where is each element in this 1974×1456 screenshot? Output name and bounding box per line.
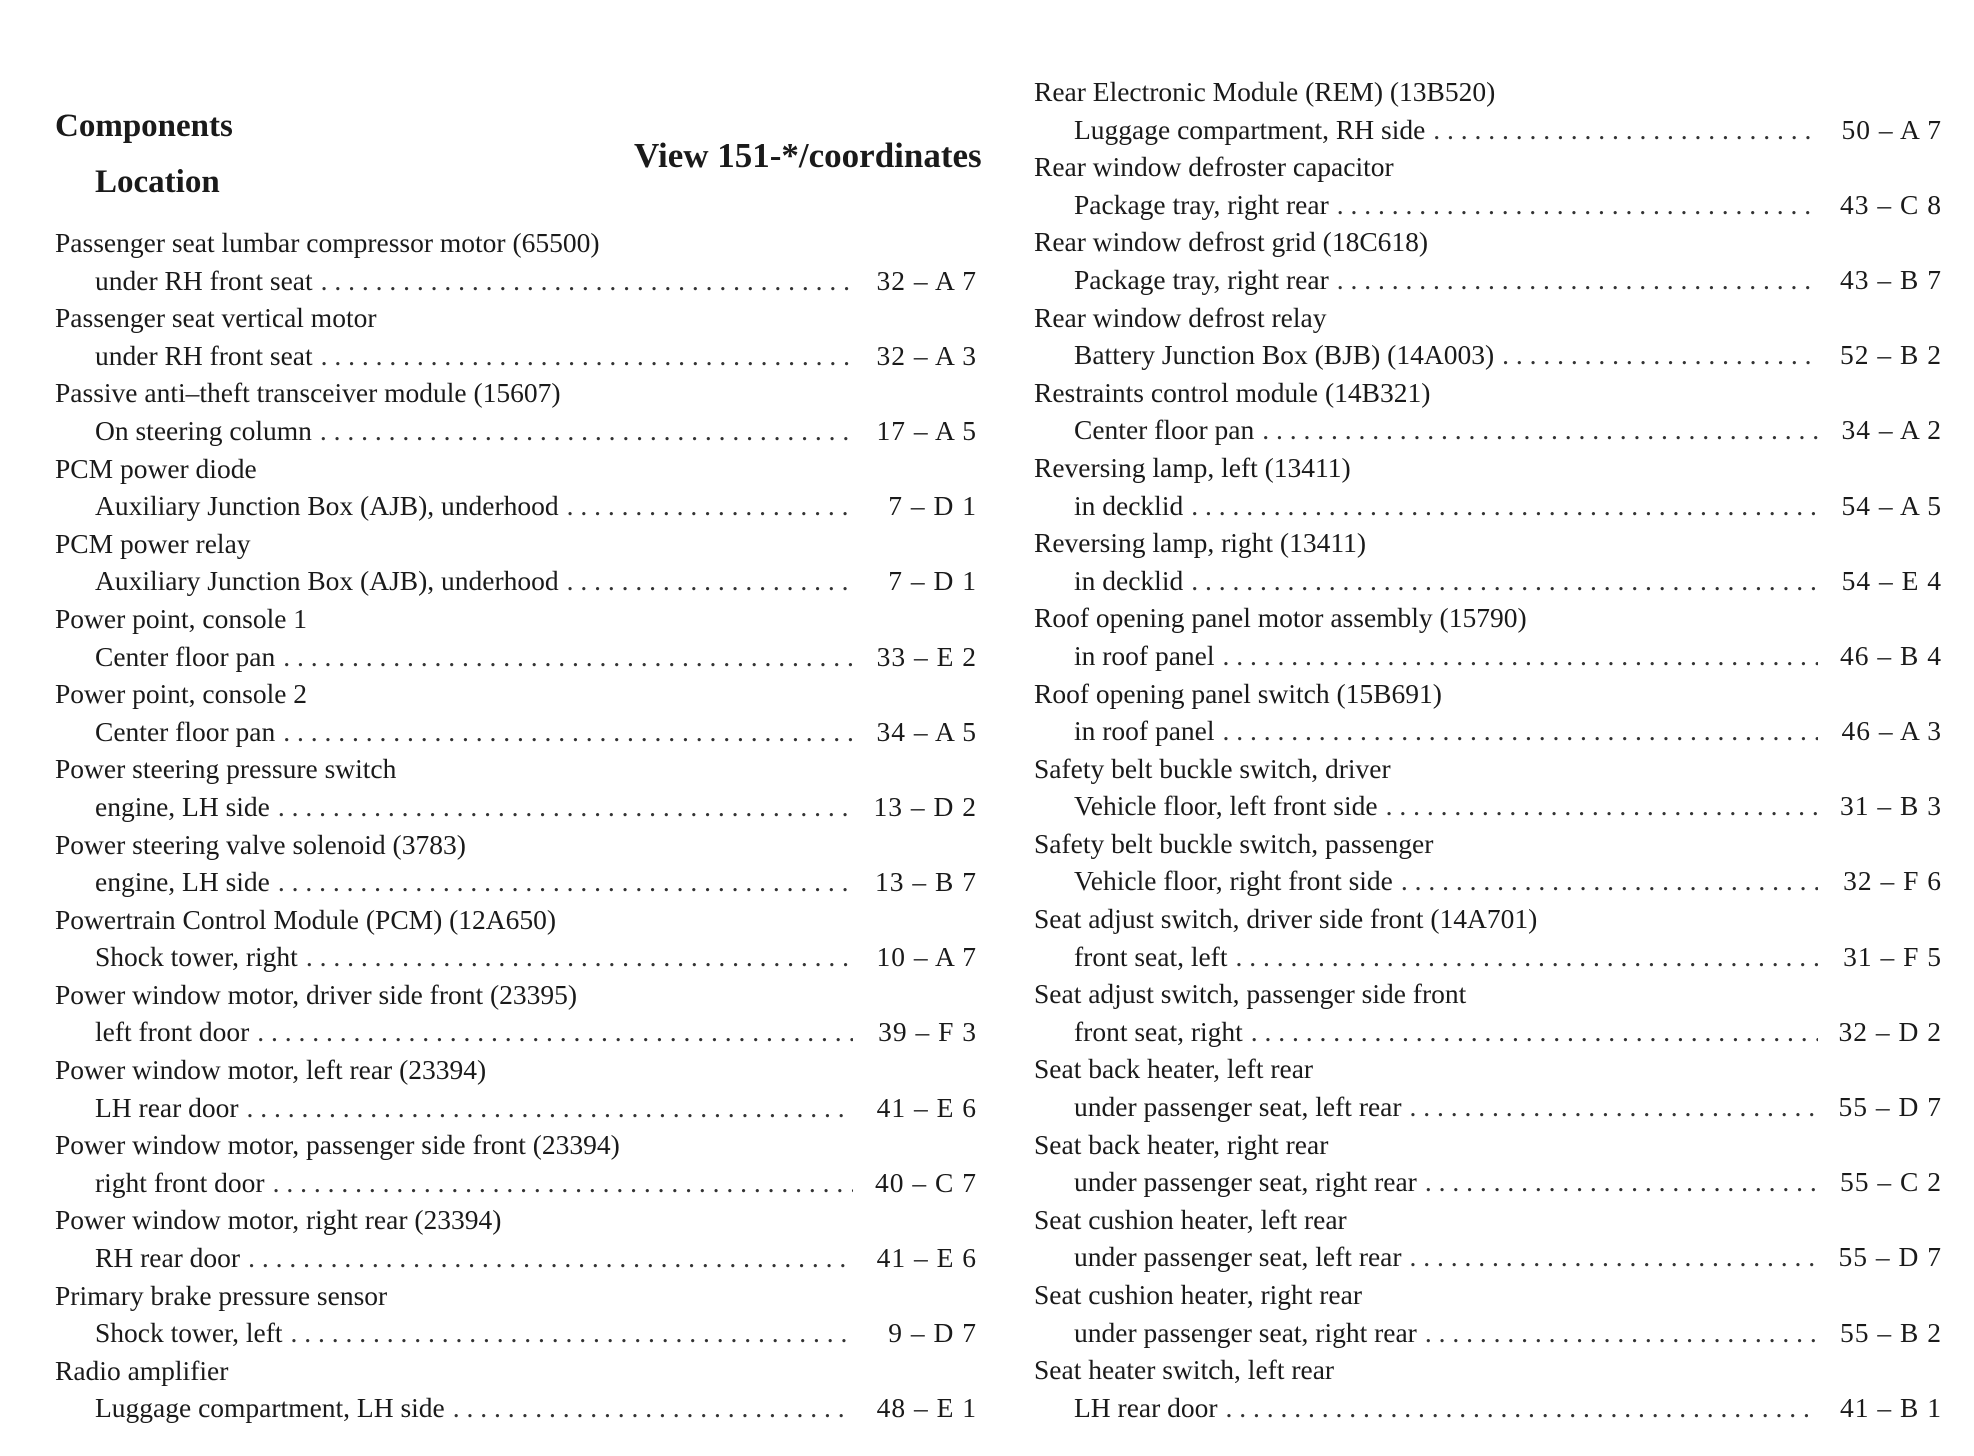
dot-leader [248, 1239, 853, 1277]
component-name: Reversing lamp, left (13411) [1034, 451, 1351, 483]
view-coordinate-ref: 7 – D 1 [888, 565, 977, 597]
view-coordinate-ref: 13 – D 2 [873, 790, 977, 822]
component-name: Seat back heater, left rear [1034, 1053, 1314, 1085]
dot-leader [257, 1013, 853, 1051]
component-entry [1034, 825, 1942, 900]
component-location: under passenger seat, right rear [1074, 1316, 1417, 1348]
dot-leader [247, 1089, 853, 1127]
component-location: Vehicle floor, left front side [1074, 790, 1378, 822]
component-location: under passenger seat, right rear [1074, 1166, 1417, 1198]
location-row [55, 1389, 977, 1427]
location-row [55, 1164, 977, 1202]
component-name: Rear window defrost relay [1034, 301, 1327, 333]
location-row [55, 938, 977, 976]
view-coordinate-ref: 7 – D 1 [888, 490, 977, 522]
component-location: Battery Junction Box (BJB) (14A003) [1074, 339, 1495, 371]
component-entry [55, 1277, 977, 1352]
view-coordinate-ref: 55 – D 7 [1838, 1241, 1942, 1273]
location-row [1034, 562, 1942, 600]
component-name: Reversing lamp, right (13411) [1034, 527, 1366, 559]
dot-leader [567, 487, 853, 525]
component-name: Seat adjust switch, passenger side front [1034, 978, 1467, 1010]
component-name: Seat cushion heater, left rear [1034, 1203, 1347, 1235]
view-coordinate-ref: 48 – E 1 [876, 1392, 977, 1424]
component-entry [1034, 900, 1942, 975]
location-row [55, 1239, 977, 1277]
location-row [55, 788, 977, 826]
component-name: Powertrain Control Module (PCM) (12A650) [55, 903, 557, 935]
dot-leader [320, 412, 853, 450]
dot-leader [1502, 336, 1818, 374]
component-entry [1034, 1276, 1942, 1351]
view-coordinate-ref: 31 – B 3 [1840, 790, 1942, 822]
component-entry [1034, 1201, 1942, 1276]
location-row [55, 262, 977, 300]
component-name: Passive anti–theft transceiver module (15607) [55, 377, 561, 409]
component-name: Power window motor, right rear (23394) [55, 1204, 502, 1236]
dot-leader [291, 1314, 853, 1352]
component-name: Radio amplifier [55, 1354, 229, 1386]
component-location: in decklid [1074, 564, 1184, 596]
location-row [1034, 411, 1942, 449]
dot-leader [283, 713, 853, 751]
view-coordinate-ref: 39 – F 3 [878, 1016, 977, 1048]
component-location: Center floor pan [95, 640, 276, 672]
component-entry [1034, 299, 1942, 374]
location-row [55, 337, 977, 375]
component-location: front seat, right [1074, 1015, 1243, 1047]
component-name: Power point, console 2 [55, 678, 308, 710]
component-name: Passenger seat vertical motor [55, 302, 377, 334]
dot-leader [306, 938, 853, 976]
component-location: Center floor pan [95, 715, 276, 747]
component-location: under RH front seat [95, 339, 313, 371]
view-coordinate-ref: 43 – B 7 [1840, 263, 1942, 295]
location-row [1034, 111, 1942, 149]
location-row [55, 412, 977, 450]
dot-leader [453, 1389, 853, 1427]
location-row [55, 1013, 977, 1051]
component-name: Safety belt buckle switch, passenger [1034, 827, 1434, 859]
component-location: under passenger seat, left rear [1074, 1091, 1402, 1123]
view-coordinate-ref: 32 – A 3 [876, 339, 977, 371]
component-entry [55, 1201, 977, 1276]
dot-leader [1410, 1088, 1818, 1126]
component-entry [1034, 148, 1942, 223]
dot-leader [321, 262, 853, 300]
component-entry [55, 1352, 977, 1427]
dot-leader [1235, 938, 1818, 976]
component-location: in decklid [1074, 489, 1184, 521]
location-row [55, 863, 977, 901]
component-entry [55, 675, 977, 750]
view-coordinate-ref: 32 – A 7 [876, 264, 977, 296]
view-coordinate-ref: 32 – F 6 [1843, 865, 1942, 897]
component-location: in roof panel [1074, 715, 1215, 747]
component-name: Power window motor, left rear (23394) [55, 1054, 487, 1086]
component-entry [55, 1126, 977, 1201]
view-coordinate-ref: 34 – A 5 [876, 715, 977, 747]
component-entry [1034, 73, 1942, 148]
view-coordinate-ref: 41 – B 1 [1840, 1391, 1942, 1423]
location-row [1034, 186, 1942, 224]
dot-leader [1223, 637, 1818, 675]
component-name: Seat heater switch, left rear [1034, 1354, 1335, 1386]
view-coordinate-ref: 32 – D 2 [1838, 1015, 1942, 1047]
component-name: Power window motor, driver side front (23395) [55, 978, 578, 1010]
component-entry [55, 224, 977, 299]
location-row [1034, 1314, 1942, 1352]
dot-leader [1223, 712, 1818, 750]
left-column [55, 224, 977, 1427]
dot-leader [283, 638, 853, 676]
view-coordinate-ref: 54 – E 4 [1841, 564, 1942, 596]
component-entry [55, 826, 977, 901]
page-title: Components [55, 108, 233, 144]
component-entry [55, 600, 977, 675]
component-name: PCM power diode [55, 452, 257, 484]
component-location: in roof panel [1074, 639, 1215, 671]
dot-leader [278, 788, 853, 826]
dot-leader [1226, 1389, 1818, 1427]
component-location: Vehicle floor, right front side [1074, 865, 1393, 897]
dot-leader [1425, 1163, 1818, 1201]
location-row [1034, 712, 1942, 750]
view-coordinate-ref: 40 – C 7 [875, 1166, 977, 1198]
component-name: Seat adjust switch, driver side front (14A701) [1034, 903, 1538, 935]
dot-leader [567, 562, 853, 600]
component-location: Shock tower, right [95, 941, 298, 973]
dot-leader [1337, 261, 1818, 299]
component-name: Power point, console 1 [55, 602, 308, 634]
component-name: Roof opening panel switch (15B691) [1034, 677, 1442, 709]
component-entry [1034, 449, 1942, 524]
dot-leader [1262, 411, 1818, 449]
right-column [1034, 73, 1942, 1426]
component-location: under RH front seat [95, 264, 313, 296]
location-row [1034, 1013, 1942, 1051]
component-location: under passenger seat, left rear [1074, 1241, 1402, 1273]
component-location: Center floor pan [1074, 414, 1255, 446]
dot-leader [278, 863, 853, 901]
location-row [1034, 261, 1942, 299]
view-coordinate-ref: 34 – A 2 [1841, 414, 1942, 446]
location-row [1034, 487, 1942, 525]
view-coordinate-ref: 41 – E 6 [876, 1242, 977, 1274]
component-entry [1034, 675, 1942, 750]
location-row [55, 562, 977, 600]
component-name: Primary brake pressure sensor [55, 1279, 388, 1311]
dot-leader [1337, 186, 1818, 224]
component-location: LH rear door [1074, 1391, 1218, 1423]
component-entry [1034, 1050, 1942, 1125]
component-location: RH rear door [95, 1242, 241, 1274]
component-name: Roof opening panel motor assembly (15790) [1034, 602, 1527, 634]
component-name: Rear window defroster capacitor [1034, 151, 1394, 183]
view-coordinate-ref: 41 – E 6 [876, 1091, 977, 1123]
location-row [1034, 1389, 1942, 1427]
component-location: Shock tower, left [95, 1317, 283, 1349]
component-entry [55, 299, 977, 374]
component-entry [55, 450, 977, 525]
component-location: Luggage compartment, RH side [1074, 113, 1426, 145]
component-name: Power steering pressure switch [55, 753, 397, 785]
location-row [55, 487, 977, 525]
location-row [1034, 637, 1942, 675]
location-heading: Location [95, 164, 220, 200]
view-coordinate-ref: 33 – E 2 [876, 640, 977, 672]
component-name: PCM power relay [55, 527, 251, 559]
component-location: engine, LH side [95, 790, 270, 822]
dot-leader [321, 337, 853, 375]
view-coordinate-ref: 55 – D 7 [1838, 1091, 1942, 1123]
dot-leader [1191, 562, 1818, 600]
component-entry [1034, 524, 1942, 599]
view-coordinate-ref: 17 – A 5 [876, 414, 977, 446]
dot-leader [1386, 787, 1818, 825]
location-row [1034, 1088, 1942, 1126]
location-row [55, 713, 977, 751]
view-coordinates-heading: View 151-*/coordinates [634, 136, 982, 175]
component-entry [55, 976, 977, 1051]
view-coordinate-ref: 55 – C 2 [1840, 1166, 1942, 1198]
component-name: Restraints control module (14B321) [1034, 376, 1431, 408]
component-entry [55, 901, 977, 976]
location-row [1034, 938, 1942, 976]
component-location: Auxiliary Junction Box (AJB), underhood [95, 490, 559, 522]
location-row [1034, 787, 1942, 825]
component-entry [1034, 374, 1942, 449]
component-name: Power window motor, passenger side front (23394) [55, 1129, 620, 1161]
component-entry [1034, 975, 1942, 1050]
component-entry [1034, 1351, 1942, 1426]
component-entry [55, 374, 977, 449]
component-location: Auxiliary Junction Box (AJB), underhood [95, 565, 559, 597]
view-coordinate-ref: 13 – B 7 [875, 866, 977, 898]
component-location: LH rear door [95, 1091, 239, 1123]
component-name: Seat back heater, right rear [1034, 1128, 1329, 1160]
view-coordinate-ref: 31 – F 5 [1843, 940, 1942, 972]
dot-leader [273, 1164, 853, 1202]
component-location: left front door [95, 1016, 250, 1048]
component-entry [1034, 223, 1942, 298]
view-coordinate-ref: 50 – A 7 [1841, 113, 1942, 145]
dot-leader [1433, 111, 1818, 149]
component-location: Luggage compartment, LH side [95, 1392, 445, 1424]
component-name: Power steering valve solenoid (3783) [55, 828, 466, 860]
component-location: right front door [95, 1166, 265, 1198]
component-name: Seat cushion heater, right rear [1034, 1279, 1362, 1310]
dot-leader [1401, 862, 1818, 900]
location-row [55, 1089, 977, 1127]
component-name: Rear window defrost grid (18C618) [1034, 226, 1429, 258]
component-name: Safety belt buckle switch, driver [1034, 752, 1391, 784]
view-coordinate-ref: 10 – A 7 [876, 941, 977, 973]
component-location: Package tray, right rear [1074, 188, 1329, 220]
dot-leader [1251, 1013, 1818, 1051]
component-location: engine, LH side [95, 866, 270, 898]
view-coordinate-ref: 54 – A 5 [1841, 489, 1942, 521]
dot-leader [1425, 1314, 1818, 1352]
component-entry [1034, 599, 1942, 674]
location-row [1034, 1163, 1942, 1201]
component-location: front seat, left [1074, 940, 1228, 972]
view-coordinate-ref: 9 – D 7 [888, 1317, 977, 1349]
component-entry [55, 1051, 977, 1126]
view-coordinate-ref: 52 – B 2 [1840, 339, 1942, 371]
component-name: Rear Electronic Module (REM) (13B520) [1034, 76, 1496, 107]
component-name: Passenger seat lumbar compressor motor (65500) [55, 227, 600, 258]
view-coordinate-ref: 55 – B 2 [1840, 1316, 1942, 1348]
dot-leader [1410, 1238, 1818, 1276]
component-entry [1034, 1126, 1942, 1201]
location-row [55, 1314, 977, 1352]
location-row [55, 638, 977, 676]
component-location: Package tray, right rear [1074, 263, 1329, 295]
component-entry [1034, 750, 1942, 825]
dot-leader [1191, 487, 1818, 525]
view-coordinate-ref: 46 – B 4 [1840, 639, 1942, 671]
location-row [1034, 336, 1942, 374]
component-location: On steering column [95, 414, 312, 446]
location-row [1034, 1238, 1942, 1276]
view-coordinate-ref: 46 – A 3 [1841, 715, 1942, 747]
component-entry [55, 750, 977, 825]
location-row [1034, 862, 1942, 900]
component-entry [55, 525, 977, 600]
view-coordinate-ref: 43 – C 8 [1840, 188, 1942, 220]
